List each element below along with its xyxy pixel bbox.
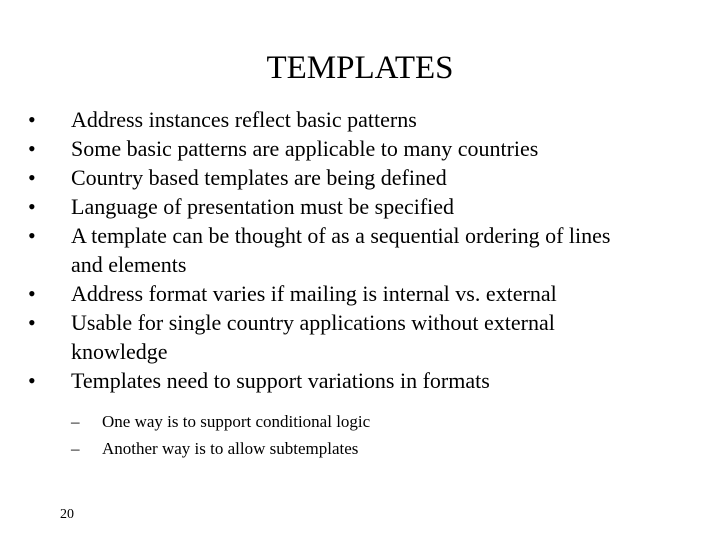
page-number: 20 xyxy=(60,507,74,522)
bullet-marker: • xyxy=(28,310,36,335)
bullet-text: Language of presentation must be specified xyxy=(71,194,455,219)
bullet-text: Country based templates are being defined xyxy=(71,165,447,190)
bullet-marker: • xyxy=(28,281,36,306)
bullet-item xyxy=(28,221,628,279)
bullet-text: Usable for single country applications without external knowledge xyxy=(71,310,555,364)
bullet-text: Templates need to support variations in formats xyxy=(71,368,490,393)
bullet-item xyxy=(28,134,628,163)
sub-bullet-item xyxy=(71,435,370,462)
sub-bullet-item xyxy=(71,408,370,435)
slide-title: TEMPLATES xyxy=(266,50,454,86)
bullet-marker: • xyxy=(28,368,36,393)
sub-bullet-list xyxy=(71,408,370,462)
sub-bullet-text: Another way is to allow subtemplates xyxy=(102,439,359,458)
bullet-text: Some basic patterns are applicable to many countries xyxy=(71,136,539,161)
bullet-item xyxy=(28,308,628,366)
bullet-item xyxy=(28,192,628,221)
dash-marker: – xyxy=(71,439,80,458)
bullet-item xyxy=(28,279,628,308)
bullet-marker: • xyxy=(28,136,36,161)
bullet-marker: • xyxy=(28,107,36,132)
bullet-text: Address instances reflect basic patterns xyxy=(71,107,417,132)
bullet-item xyxy=(28,105,628,134)
bullet-text: A template can be thought of as a sequential ordering of lines and elements xyxy=(71,223,611,277)
dash-marker: – xyxy=(71,412,80,431)
bullet-item xyxy=(28,366,628,395)
bullet-marker: • xyxy=(28,223,36,248)
bullet-marker: • xyxy=(28,165,36,190)
bullet-marker: • xyxy=(28,194,36,219)
bullet-list xyxy=(28,105,628,395)
sub-bullet-text: One way is to support conditional logic xyxy=(102,412,371,431)
bullet-text: Address format varies if mailing is internal vs. external xyxy=(71,281,557,306)
bullet-item xyxy=(28,163,628,192)
